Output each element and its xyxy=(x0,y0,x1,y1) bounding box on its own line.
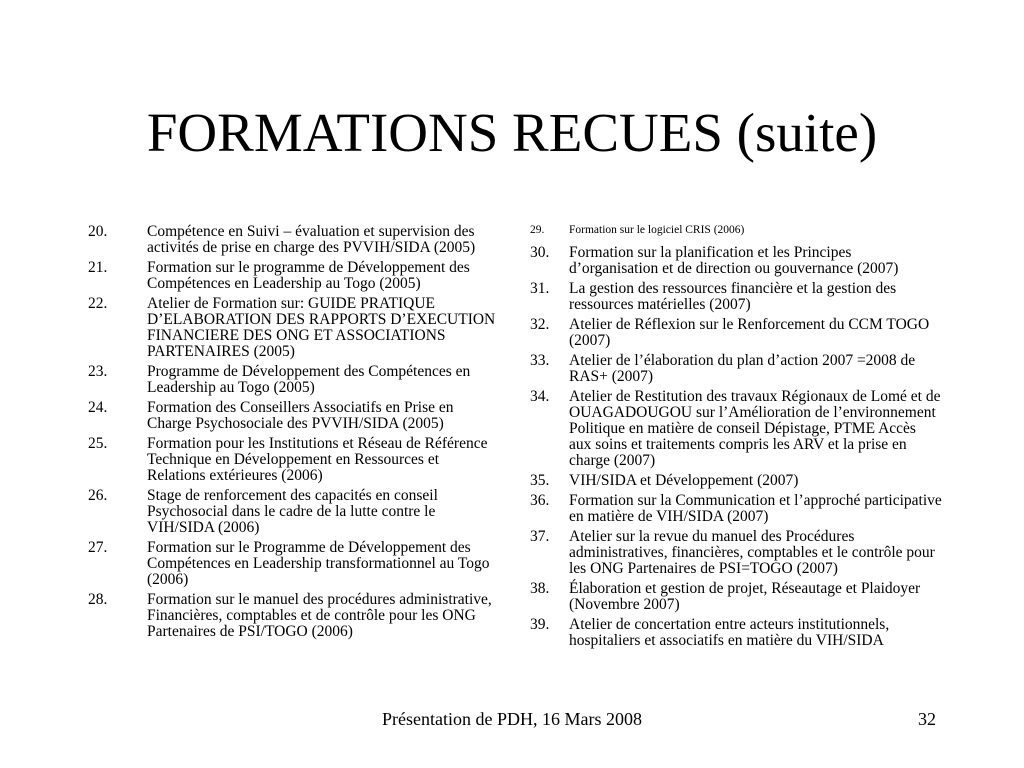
list-item xyxy=(88,364,496,396)
item-number: 29. xyxy=(530,224,545,236)
item-number: 20. xyxy=(88,223,108,240)
list-item xyxy=(88,296,496,360)
item-number: 30. xyxy=(530,244,550,261)
slide-footer xyxy=(0,708,1024,730)
item-text: Atelier de concertation entre acteurs institutionnels, hospitaliers et associatifs en matière du VIH/SIDA xyxy=(569,616,890,649)
item-text: Formation sur la Communication et l’approché participative en matière de VIH/SIDA (2007) xyxy=(569,492,942,525)
item-number: 35. xyxy=(530,472,550,489)
item-text: VIH/SIDA et Développement (2007) xyxy=(569,472,799,489)
item-text: Atelier de Restitution des travaux Régionaux de Lomé et de OUAGADOUGOU sur l’Amélioration de l’environnement Politique en matière de conseil Dépistage, PTME Accès aux soins et traitements compris les ARV et la prise en charge (2007) xyxy=(569,388,941,469)
list-item xyxy=(530,493,942,525)
item-text: Formation sur le programme de Développement des Compétences en Leadership au Togo (2005) xyxy=(147,259,470,292)
item-text: Formation des Conseillers Associatifs en Prise en Charge Psychosociale des PVVIH/SIDA (2005) xyxy=(147,399,454,432)
item-number: 31. xyxy=(530,280,550,297)
list-item xyxy=(530,389,942,469)
item-number: 38. xyxy=(530,580,550,597)
list-item xyxy=(530,473,942,489)
list-item xyxy=(530,581,942,613)
item-number: 25. xyxy=(88,435,108,452)
list-item xyxy=(88,260,496,292)
list-item xyxy=(88,488,496,536)
item-text: Formation sur la planification et les Principes d’organisation et de direction ou gouvernance (2007) xyxy=(569,244,899,277)
list-item xyxy=(530,529,942,577)
item-number: 22. xyxy=(88,295,108,312)
item-number: 37. xyxy=(530,528,550,545)
list-item xyxy=(88,224,496,256)
list-item xyxy=(530,224,942,237)
item-text: Atelier de Formation sur: GUIDE PRATIQUE D’ELABORATION DES RAPPORTS D’EXECUTION FINANCIERE DES ONG ET ASSOCIATIONS PARTENAIRES (2005) xyxy=(147,295,496,360)
item-text: Programme de Développement des Compétences en Leadership au Togo (2005) xyxy=(147,363,471,396)
item-text: Formation sur le Programme de Développement des Compétences en Leadership transformationnel au Togo (2006) xyxy=(147,539,490,588)
list-item xyxy=(88,436,496,484)
list-item xyxy=(530,617,942,649)
item-text: Formation sur le manuel des procédures administrative, Financières, comptables et de contrôle pour les ONG Partenaires de PSI/TOGO (2006) xyxy=(147,591,492,640)
item-number: 34. xyxy=(530,388,550,405)
item-text: La gestion des ressources financière et la gestion des ressources matérielles (2007) xyxy=(569,280,897,313)
item-number: 39. xyxy=(530,616,550,633)
left-list xyxy=(88,224,496,644)
item-number: 33. xyxy=(530,352,550,369)
list-item xyxy=(88,540,496,588)
item-number: 36. xyxy=(530,492,550,509)
list-item xyxy=(530,281,942,313)
item-text: Atelier de l’élaboration du plan d’action 2007 =2008 de RAS+ (2007) xyxy=(569,352,916,385)
item-text: Atelier de Réflexion sur le Renforcement du CCM TOGO (2007) xyxy=(569,316,930,349)
item-text: Élaboration et gestion de projet, Réseautage et Plaidoyer (Novembre 2007) xyxy=(569,580,921,613)
list-item xyxy=(88,592,496,640)
list-item xyxy=(530,317,942,349)
footer-text: Présentation de PDH, 16 Mars 2008 xyxy=(382,709,642,729)
item-number: 24. xyxy=(88,399,108,416)
item-number: 21. xyxy=(88,259,108,276)
item-text: Compétence en Suivi – évaluation et supervision des activités de prise en charge des PVVIH/SIDA (2005) xyxy=(147,223,476,256)
list-item xyxy=(530,245,942,277)
right-list xyxy=(530,224,942,653)
item-text: Formation pour les Institutions et Réseau de Référence Technique en Développement en Ressources et Relations extérieures (2006) xyxy=(147,435,488,484)
list-item xyxy=(530,353,942,385)
slide-title: FORMATIONS RECUES (suite) xyxy=(146,102,878,163)
item-number: 26. xyxy=(88,487,108,504)
item-text: Atelier sur la revue du manuel des Procédures administratives, financières, comptables et le contrôle pour les ONG Partenaires de PSI=TOGO (2007) xyxy=(569,528,935,577)
item-text: Stage de renforcement des capacités en conseil Psychosocial dans le cadre de la lutte contre le VIH/SIDA (2006) xyxy=(147,487,438,536)
page-number: 32 xyxy=(918,709,936,729)
list-item xyxy=(88,400,496,432)
item-number: 32. xyxy=(530,316,550,333)
item-number: 23. xyxy=(88,363,108,380)
item-number: 28. xyxy=(88,591,108,608)
item-number: 27. xyxy=(88,539,108,556)
item-text: Formation sur le logiciel CRIS (2006) xyxy=(569,224,745,236)
